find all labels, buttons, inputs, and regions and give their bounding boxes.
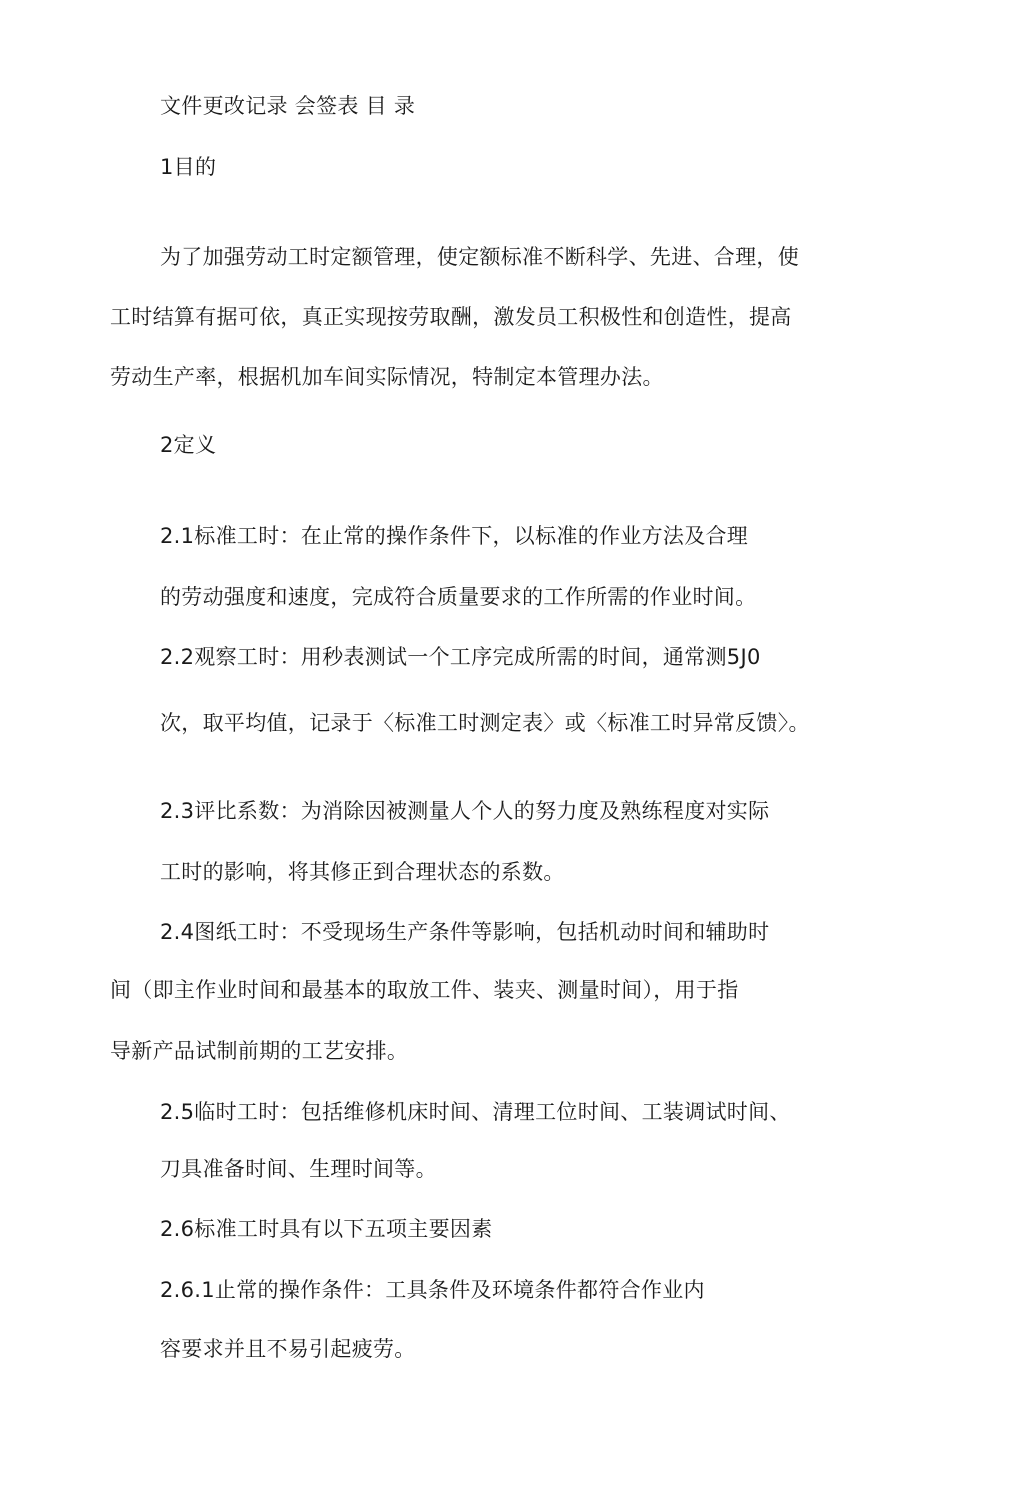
definition-2-1-line-2: 的劳动强度和速度，完成符合质量要求的工作所需的作业时间。 [160,585,757,609]
section-1-line-1: 为了加强劳动工时定额管理，使定额标准不断科学、先进、合理，使 [160,245,799,269]
definition-2-5-line-1: 2.5临时工时：包括维修机床时间、清理工位时间、工装调试时间、 [160,1100,791,1124]
definition-2-6-1-line-1: 2.6.1止常的操作条件：工具条件及环境条件都符合作业内 [160,1278,705,1302]
definition-2-5-line-2: 刀具准备时间、生理时间等。 [160,1157,437,1181]
definition-2-2-line-2: 次，取平均值，记录于〈标准工时测定表〉或〈标准工时异常反馈〉。 [160,711,810,735]
definition-2-3-line-1: 2.3评比系数：为消除因被测量人个人的努力度及熟练程度对实际 [160,799,770,823]
section-1-line-2: 工时结算有据可依，真正实现按劳取酬，激发员工积极性和创造性，提高 [110,305,792,329]
section-2-heading: 2定义 [160,433,217,457]
definition-2-6: 2.6标准工时具有以下五项主要因素 [160,1217,493,1241]
definition-2-6-1-line-2: 容要求并且不易引起疲劳。 [160,1337,416,1361]
document-header: 文件更改记录 会签表 目 录 [160,94,416,118]
definition-2-2-line-1: 2.2观察工时：用秒表测试一个工序完成所需的时间，通常测5J0 [160,645,761,669]
definition-2-4-line-3: 导新产品试制前期的工艺安排。 [110,1039,409,1063]
definition-2-3-line-2: 工时的影响，将其修正到合理状态的系数。 [160,860,565,884]
definition-2-4-line-2: 间（即主作业时间和最基本的取放工件、装夹、测量时间），用于指 [110,978,739,1002]
definition-2-4-line-1: 2.4图纸工时：不受现场生产条件等影响，包括机动时间和辅助时 [160,920,770,944]
section-1-heading: 1目的 [160,155,217,179]
definition-2-1-line-1: 2.1标准工时：在止常的操作条件下，以标准的作业方法及合理 [160,524,749,548]
section-1-line-3: 劳动生产率，根据机加车间实际情况，特制定本管理办法。 [110,365,664,389]
